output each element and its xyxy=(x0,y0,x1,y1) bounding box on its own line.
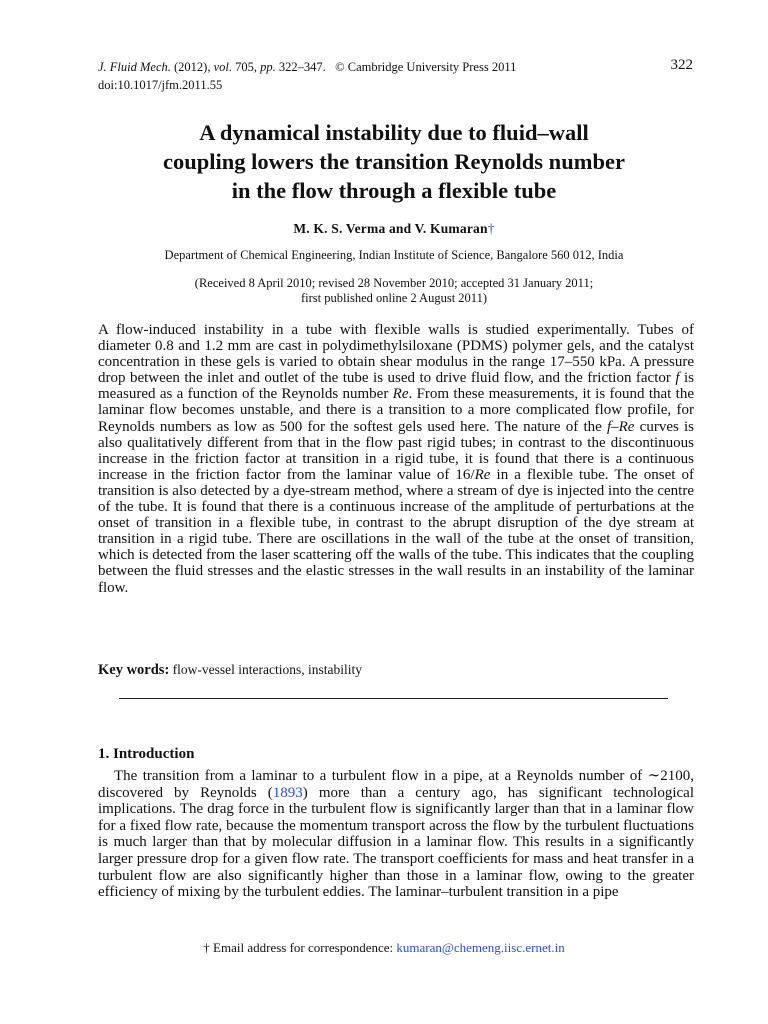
abstract-symbol: Re xyxy=(392,386,409,403)
authors xyxy=(60,221,728,237)
introduction-paragraph xyxy=(98,768,694,901)
abstract xyxy=(98,322,694,596)
intro-text: ) more than a century ago, has significant technological implications. The drag force in the turbulent flow is significantly larger than that in a laminar flow for a fixed flow rate, because the momentum transport across the flow by the turbulent fluctuations is much larger than that by molecular diffusion in a laminar flow. This results in a significantly larger pressure drop for a given flow rate. The transport coefficients for mass and heat transfer in a turbulent flow are also significantly higher than those in a laminar flow, owing to the greater efficiency of mixing by the turbulent eddies. The laminar–turbulent transition in a pipe xyxy=(98,784,694,901)
copyright: © Cambridge University Press 2011 xyxy=(335,60,517,74)
page-number: 322 xyxy=(670,57,693,73)
abstract-text: in a flexible tube. The onset of transition is also detected by a dye-stream method, where a stream of dye is injected into the centre of the tube. It is found that there is a continuous increase of the amplitude of perturbations at the onset of transition in a flexible tube, in contrast to the abrupt disruption of the dye stream at transition in a rigid tube. There are oscillations in the wall of the tube at the onset of transition, which is detected from the laser scattering off the walls of the tube. This indicates that the coupling between the fluid stresses and the elastic stresses in the wall results in an instability of the laminar flow. xyxy=(98,466,694,596)
keywords-text: flow-vessel interactions, instability xyxy=(172,662,363,677)
title-line-2: coupling lowers the transition Reynolds number xyxy=(163,149,625,174)
paper-title xyxy=(60,118,728,205)
email-link[interactable]: kumaran@chemeng.iisc.ernet.in xyxy=(396,940,565,955)
abstract-text: curves is also qualitatively different from that in the flow past rigid tubes; in contrast to the discontinuous increase in the friction factor at transition in a rigid tube, it is found that there is a continuous increase in the friction factor from the laminar value of 16/ xyxy=(98,418,695,483)
citation-line xyxy=(98,58,516,76)
keywords-label: Key words: xyxy=(98,662,170,678)
author-names: M. K. S. Verma and V. Kumaran xyxy=(293,221,488,236)
footnote-dagger: † xyxy=(203,940,210,955)
vol-label: vol. xyxy=(213,60,232,74)
section-divider xyxy=(119,698,668,699)
received-line-2: first published online 2 August 2011) xyxy=(301,291,487,305)
abstract-symbol: f xyxy=(675,370,680,387)
section-heading: 1. Introduction xyxy=(98,746,195,762)
received-dates xyxy=(60,276,728,306)
journal-volume: 705, xyxy=(235,60,257,74)
abstract-text: . From these measurements, it is found that the laminar flow becomes unstable, and there is a transition to a more complicated flow profile, for Reynolds numbers as low as 500 for the softest gels used here. The nature of the xyxy=(98,386,694,435)
citation-link-1893[interactable]: 1893 xyxy=(272,784,303,801)
title-line-3: in the flow through a flexible tube xyxy=(231,178,557,203)
journal-pages: 322–347. xyxy=(278,60,326,74)
footnote xyxy=(0,940,768,956)
correspondence-dagger-link[interactable]: † xyxy=(487,221,495,236)
doi: doi:10.1017/jfm.2011.55 xyxy=(98,78,223,92)
journal-year: (2012), xyxy=(174,60,211,74)
pp-label: pp. xyxy=(260,60,276,74)
abstract-symbol: f–Re xyxy=(606,418,635,435)
keywords xyxy=(98,662,362,679)
journal-header xyxy=(98,58,516,94)
abstract-text: A flow-induced instability in a tube with flexible walls is studied experimentally. Tubes of diameter 0.8 and 1.2 mm are cast in polydimethylsiloxane (PDMS) polymer gels, and the catalyst concentration in these gels is varied to obtain shear modulus in the range 17–550 kPa. A pressure drop between the inlet and outlet of the tube is used to drive fluid flow, and the friction factor xyxy=(98,322,694,387)
affiliation: Department of Chemical Engineering, Indian Institute of Science, Bangalore 560 012, India xyxy=(164,248,624,262)
footnote-label: Email address for correspondence: xyxy=(213,940,394,955)
abstract-symbol: Re xyxy=(474,466,491,483)
journal-name: J. Fluid Mech. xyxy=(98,60,171,74)
intro-text: The transition from a laminar to a turbulent flow in a pipe, at a Reynolds number of ∼2100, discovered by Reynolds ( xyxy=(98,768,694,801)
abstract-text: is measured as a function of the Reynolds number xyxy=(98,370,694,403)
title-line-1: A dynamical instability due to fluid–wall xyxy=(199,120,589,145)
received-line-1: (Received 8 April 2010; revised 28 November 2010; accepted 31 January 2011; xyxy=(194,276,594,290)
